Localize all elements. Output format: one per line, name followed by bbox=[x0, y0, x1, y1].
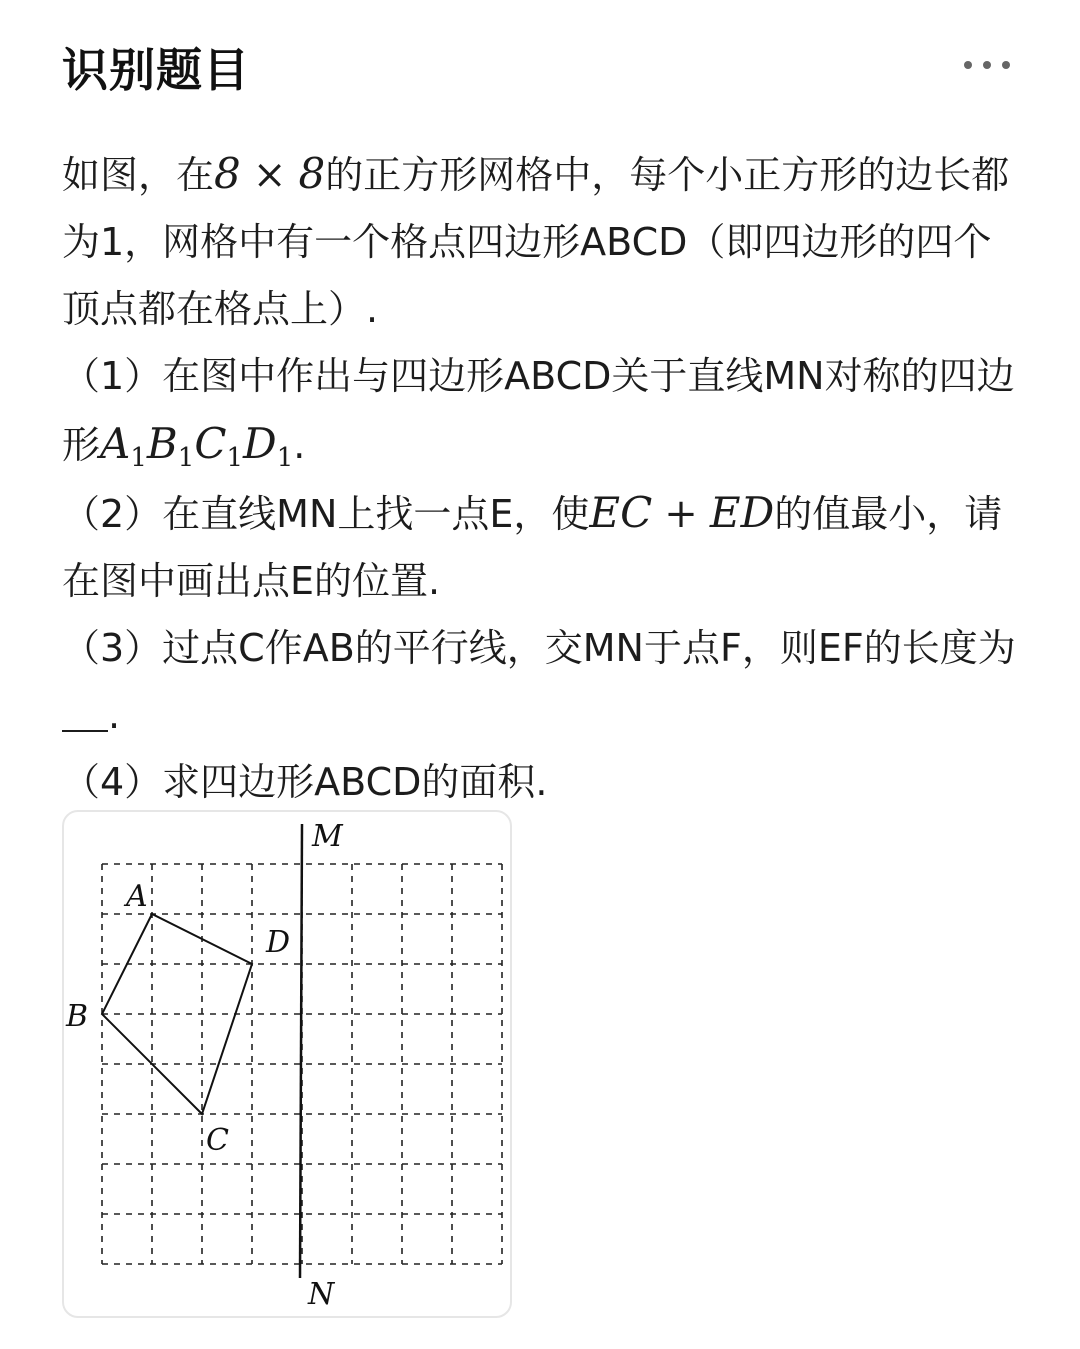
part1-period: . bbox=[293, 423, 306, 467]
part1-sub-a: 1 bbox=[130, 443, 147, 473]
label-m: M bbox=[312, 819, 343, 854]
label-n: N bbox=[308, 1277, 335, 1312]
label-a: A bbox=[126, 879, 148, 914]
grid-figure bbox=[62, 810, 512, 1318]
more-dot bbox=[983, 61, 991, 69]
question-part-4 bbox=[62, 749, 1022, 816]
more-options-icon[interactable] bbox=[964, 60, 1010, 70]
question-part-2 bbox=[62, 479, 1022, 615]
question-part-3 bbox=[62, 615, 1022, 749]
part3-text: （3）过点C作AB的平行线，交MN于点F，则EF的长度为 bbox=[62, 626, 1016, 670]
line-mn bbox=[300, 824, 302, 1278]
question-text bbox=[62, 140, 1022, 816]
label-c: C bbox=[206, 1123, 229, 1158]
part1-text: （1）在图中作出与四边形ABCD关于直线MN对称的四边形 bbox=[62, 354, 1015, 467]
part1-sub-d: 1 bbox=[276, 443, 294, 473]
part2-text-1: （2）在直线MN上找一点E，使 bbox=[62, 492, 590, 536]
part1-quad-formula bbox=[100, 419, 294, 473]
question-part-1 bbox=[62, 343, 1022, 479]
intro-times: × bbox=[252, 152, 287, 198]
part1-sub-b: 1 bbox=[177, 443, 195, 473]
label-d: D bbox=[266, 925, 291, 960]
part3-period: . bbox=[108, 693, 121, 737]
intro-text-1: 如图，在 bbox=[62, 153, 215, 197]
part1-c: C bbox=[194, 419, 227, 468]
part2-text-2: 的值最小，请在图中画出点E的位置. bbox=[62, 492, 1003, 603]
grid-diagram bbox=[64, 812, 510, 1316]
part4-text: （4）求四边形ABCD的面积. bbox=[62, 760, 548, 804]
label-b: B bbox=[66, 999, 89, 1034]
more-dot bbox=[964, 61, 972, 69]
part1-b: B bbox=[146, 419, 178, 468]
intro-text-2: 的正方形网格中，每个小正方形的边长都为1，网格中有一个格点四边形ABCD（即四边形的四个顶点都在格点上）. bbox=[62, 153, 1010, 331]
more-dot bbox=[1002, 61, 1010, 69]
question-intro bbox=[62, 140, 1022, 343]
part1-a: A bbox=[100, 419, 131, 468]
intro-math-8b: 8 bbox=[298, 149, 326, 198]
part2-plus: + bbox=[664, 491, 698, 537]
header bbox=[62, 28, 1020, 98]
page-title: 识别题目 bbox=[62, 43, 250, 97]
part2-ec: EC bbox=[589, 488, 653, 537]
intro-math-8a: 8 bbox=[214, 149, 241, 198]
part1-sub-c: 1 bbox=[226, 443, 244, 473]
answer-blank bbox=[62, 696, 108, 732]
part1-d: D bbox=[243, 419, 277, 468]
part2-ed: ED bbox=[709, 488, 775, 537]
